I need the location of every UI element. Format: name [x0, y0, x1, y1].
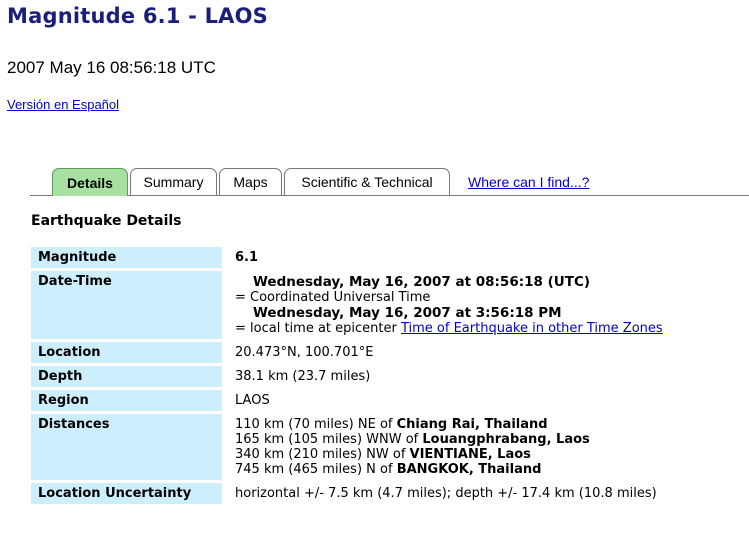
- event-datetime: 2007 May 16 08:56:18 UTC: [7, 58, 216, 77]
- distance-place: Louangphrabang, Laos: [422, 432, 590, 447]
- earthquake-details-table: [31, 244, 749, 507]
- distance-prefix: 340 km (210 miles) NW of: [235, 447, 406, 462]
- distance-prefix: 745 km (465 miles) N of: [235, 462, 393, 477]
- tab-scientific-technical[interactable]: Scientific & Technical: [284, 168, 450, 195]
- row-label-depth: Depth: [31, 366, 222, 387]
- table-row: [31, 271, 749, 339]
- where-can-i-find-link[interactable]: Where can I find...?: [468, 174, 590, 190]
- tab-summary[interactable]: Summary: [130, 168, 217, 195]
- magnitude-value: 6.1: [235, 250, 259, 265]
- tab-details[interactable]: Details: [52, 168, 128, 196]
- table-row: [31, 366, 749, 387]
- distance-item: [235, 447, 749, 462]
- row-label-location-uncertainty: Location Uncertainty: [31, 483, 222, 504]
- tab-baseline: [30, 195, 749, 196]
- table-row: [31, 342, 749, 363]
- table-row: [31, 390, 749, 411]
- tab-bar: [30, 168, 749, 196]
- distance-place: Chiang Rai, Thailand: [396, 417, 548, 432]
- datetime-value: [222, 271, 749, 339]
- time-zones-link[interactable]: Time of Earthquake in other Time Zones: [400, 321, 663, 336]
- depth-value: 38.1 km (23.7 miles): [235, 369, 371, 384]
- table-row: [31, 247, 749, 268]
- distances-value: [222, 414, 749, 480]
- row-label-magnitude: Magnitude: [31, 247, 222, 268]
- location-value: 20.473°N, 100.701°E: [235, 345, 374, 360]
- distance-item: [235, 417, 749, 432]
- row-label-region: Region: [31, 390, 222, 411]
- distance-prefix: 165 km (105 miles) WNW of: [235, 432, 419, 447]
- local-note: = local time at epicenter: [235, 321, 397, 336]
- region-value: LAOS: [235, 393, 270, 408]
- local-datetime: Wednesday, May 16, 2007 at 3:56:18 PM: [253, 305, 562, 321]
- distance-prefix: 110 km (70 miles) NE of: [235, 417, 393, 432]
- row-label-distances: Distances: [31, 414, 222, 480]
- distance-place: BANGKOK, Thailand: [396, 462, 542, 477]
- local-note-line: [235, 321, 749, 336]
- table-row: [31, 414, 749, 480]
- section-title: Earthquake Details: [31, 213, 182, 229]
- row-label-datetime: Date-Time: [31, 271, 222, 339]
- page-title: Magnitude 6.1 - LAOS: [7, 4, 268, 28]
- spanish-version-link[interactable]: Versión en Español: [7, 97, 120, 112]
- utc-datetime: Wednesday, May 16, 2007 at 08:56:18 (UTC): [253, 274, 591, 290]
- distance-item: [235, 432, 749, 447]
- row-label-location: Location: [31, 342, 222, 363]
- distance-item: [235, 462, 749, 477]
- tab-maps[interactable]: Maps: [219, 168, 282, 195]
- distance-place: VIENTIANE, Laos: [409, 447, 531, 462]
- table-row: [31, 483, 749, 504]
- location-uncertainty-value: horizontal +/- 7.5 km (4.7 miles); depth +/- 17.4 km (10.8 miles): [235, 486, 657, 501]
- utc-note: = Coordinated Universal Time: [235, 290, 431, 305]
